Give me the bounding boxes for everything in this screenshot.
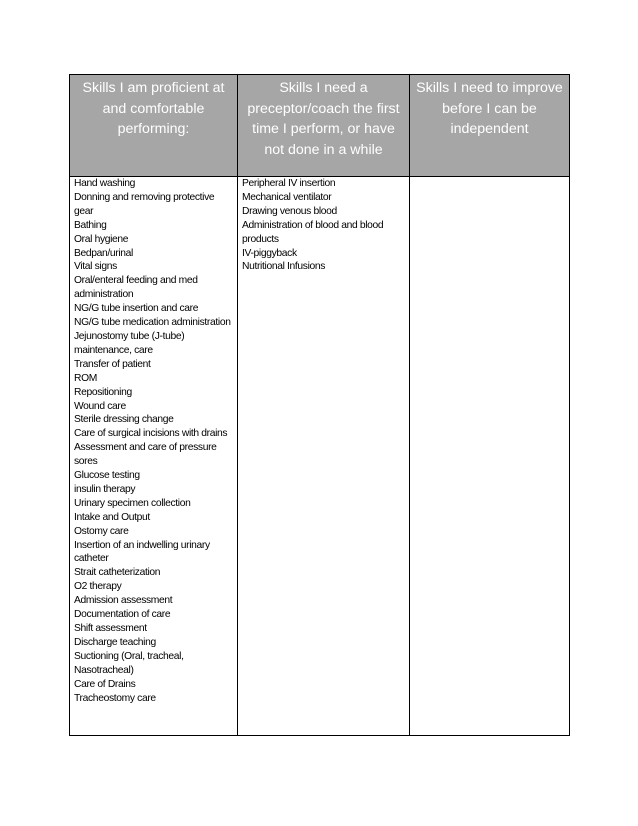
skill-item: Oral hygiene (74, 233, 129, 245)
skill-item: Discharge teaching (74, 636, 156, 648)
skill-item: Jejunostomy tube (J-tube) maintenance, care (74, 330, 185, 356)
preceptor-cell (238, 177, 410, 736)
skill-item: Insertion of an indwelling urinary catheter (74, 539, 210, 565)
header-improve: Skills I need to improve before I can be independent (410, 75, 570, 177)
skill-item: Assessment and care of pressure sores (74, 442, 217, 468)
skill-item: Strait catheterization (74, 567, 161, 579)
skill-item: Hand washing (74, 178, 136, 189)
skill-item: Glucose testing (74, 470, 140, 482)
skills-table (69, 74, 570, 736)
skill-item: Ostomy care (74, 525, 129, 537)
skill-item: Shift assessment (74, 623, 147, 634)
skill-item: Urinary specimen collection (74, 497, 191, 509)
skill-item: Care of Drains (74, 678, 136, 690)
skill-item: insulin therapy (74, 483, 136, 495)
proficient-cell (70, 177, 238, 736)
skills-row (70, 177, 570, 736)
skill-item: O2 therapy (74, 581, 122, 593)
skill-item: Drawing venous blood (242, 205, 337, 217)
header-row (70, 75, 570, 177)
skill-item: Tracheostomy care (74, 692, 156, 704)
skill-item: Care of surgical incisions with drains (74, 428, 228, 440)
skill-item: Mechanical ventilator (242, 191, 332, 203)
skill-item: Oral/enteral feeding and med administration (74, 275, 198, 301)
skill-item: Nutritional Infusions (242, 261, 326, 273)
proficient-list (74, 177, 234, 705)
skill-item: Vital signs (74, 261, 117, 273)
skill-item: Administration of blood and blood products (242, 219, 384, 245)
skill-item: Bedpan/urinal (74, 247, 133, 259)
skill-item: Donning and removing protective gear (74, 191, 215, 217)
skill-item: Repositioning (74, 386, 132, 398)
skill-item: Sterile dressing change (74, 414, 174, 426)
skill-item: Intake and Output (74, 511, 150, 523)
header-preceptor: Skills I need a preceptor/coach the first time I perform, or have not done in a while (238, 75, 410, 177)
header-proficient: Skills I am proficient at and comfortable performing: (70, 75, 238, 177)
improve-cell (410, 177, 570, 736)
preceptor-list (242, 177, 406, 274)
skill-item: NG/G tube medication administration (74, 317, 231, 329)
skill-item: NG/G tube insertion and care (74, 303, 199, 315)
skill-item: Bathing (74, 219, 107, 231)
skill-item: Documentation of care (74, 609, 171, 621)
skill-item: Peripheral IV insertion (242, 178, 336, 189)
skill-item: ROM (74, 372, 97, 384)
skill-item: Admission assessment (74, 595, 173, 607)
skill-item: Transfer of patient (74, 358, 151, 370)
skill-item: IV-piggyback (242, 247, 297, 259)
skill-item: Wound care (74, 400, 126, 412)
skill-item: Suctioning (Oral, tracheal, Nasotracheal) (74, 650, 184, 676)
